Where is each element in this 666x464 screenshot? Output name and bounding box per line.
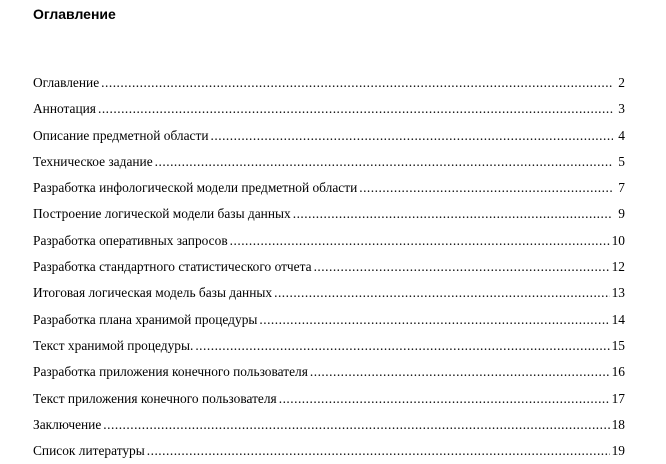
toc-dot-leader <box>274 283 610 303</box>
toc-entry-title: Разработка приложения конечного пользователя <box>33 364 308 380</box>
toc-entry-page: 4 <box>618 127 625 143</box>
toc-entry-page: 5 <box>618 153 625 169</box>
toc-entry-title: Разработка стандартного статистического отчета <box>33 259 312 275</box>
toc-entry[interactable] <box>33 99 625 125</box>
toc-dot-leader <box>195 336 609 356</box>
toc-entry-page: 9 <box>618 206 625 222</box>
toc-entry-title: Разработка оперативных запросов <box>33 232 228 248</box>
toc-dot-leader <box>314 257 610 277</box>
toc-entry-page: 2 <box>618 75 625 90</box>
toc-dot-leader <box>359 178 613 198</box>
toc-dot-leader <box>147 441 610 461</box>
toc-entry[interactable] <box>33 441 625 464</box>
toc-entry-page: 10 <box>611 232 625 248</box>
table-of-contents <box>33 73 625 464</box>
toc-entry-page: 19 <box>611 443 625 459</box>
toc-entry-title: Техническое задание <box>33 153 153 169</box>
toc-dot-leader <box>155 152 613 172</box>
toc-entry-page: 14 <box>611 311 625 327</box>
toc-entry-page: 16 <box>611 364 625 380</box>
toc-entry[interactable] <box>33 204 625 230</box>
toc-entry-title: Текст хранимой процедуры. <box>33 337 194 353</box>
toc-entry-title: Построение логической модели базы данных <box>33 206 291 222</box>
toc-entry-page: 18 <box>611 416 625 432</box>
toc-entry-page: 12 <box>611 259 625 275</box>
toc-entry[interactable] <box>33 178 625 204</box>
toc-heading: Оглавление <box>33 6 116 22</box>
toc-dot-leader <box>211 126 613 146</box>
toc-dot-leader <box>310 362 610 382</box>
toc-dot-leader <box>101 73 613 93</box>
toc-dot-leader <box>230 231 610 251</box>
toc-entry-title: Разработка плана хранимой процедуры <box>33 311 258 327</box>
toc-entry-title: Разработка инфологической модели предметной области <box>33 180 358 196</box>
toc-entry-page: 3 <box>618 101 625 117</box>
toc-entry[interactable] <box>33 389 625 415</box>
toc-entry-title: Итоговая логическая модель базы данных <box>33 285 273 301</box>
toc-entry[interactable] <box>33 283 625 309</box>
toc-dot-leader <box>259 310 609 330</box>
toc-entry[interactable] <box>33 126 625 152</box>
toc-dot-leader <box>98 99 613 119</box>
toc-entry-title: Список литературы <box>33 443 145 459</box>
toc-entry[interactable] <box>33 415 625 441</box>
toc-entry-title: Заключение <box>33 416 102 432</box>
toc-entry-page: 13 <box>611 285 625 301</box>
toc-entry[interactable] <box>33 152 625 178</box>
toc-dot-leader <box>293 204 613 224</box>
toc-entry-page: 15 <box>611 337 625 353</box>
toc-entry-title: Текст приложения конечного пользователя <box>33 390 277 406</box>
toc-dot-leader <box>103 415 609 435</box>
toc-entry[interactable] <box>33 310 625 336</box>
toc-dot-leader <box>279 389 610 409</box>
toc-entry[interactable] <box>33 336 625 362</box>
toc-entry-title: Описание предметной области <box>33 127 209 143</box>
toc-entry[interactable] <box>33 257 625 283</box>
toc-entry-title: Аннотация <box>33 101 96 117</box>
toc-entry[interactable] <box>33 231 625 257</box>
toc-entry-title: Оглавление <box>33 75 100 90</box>
toc-entry-page: 17 <box>611 390 625 406</box>
toc-entry[interactable] <box>33 73 625 99</box>
toc-entry[interactable] <box>33 362 625 388</box>
toc-entry-page: 7 <box>618 180 625 196</box>
